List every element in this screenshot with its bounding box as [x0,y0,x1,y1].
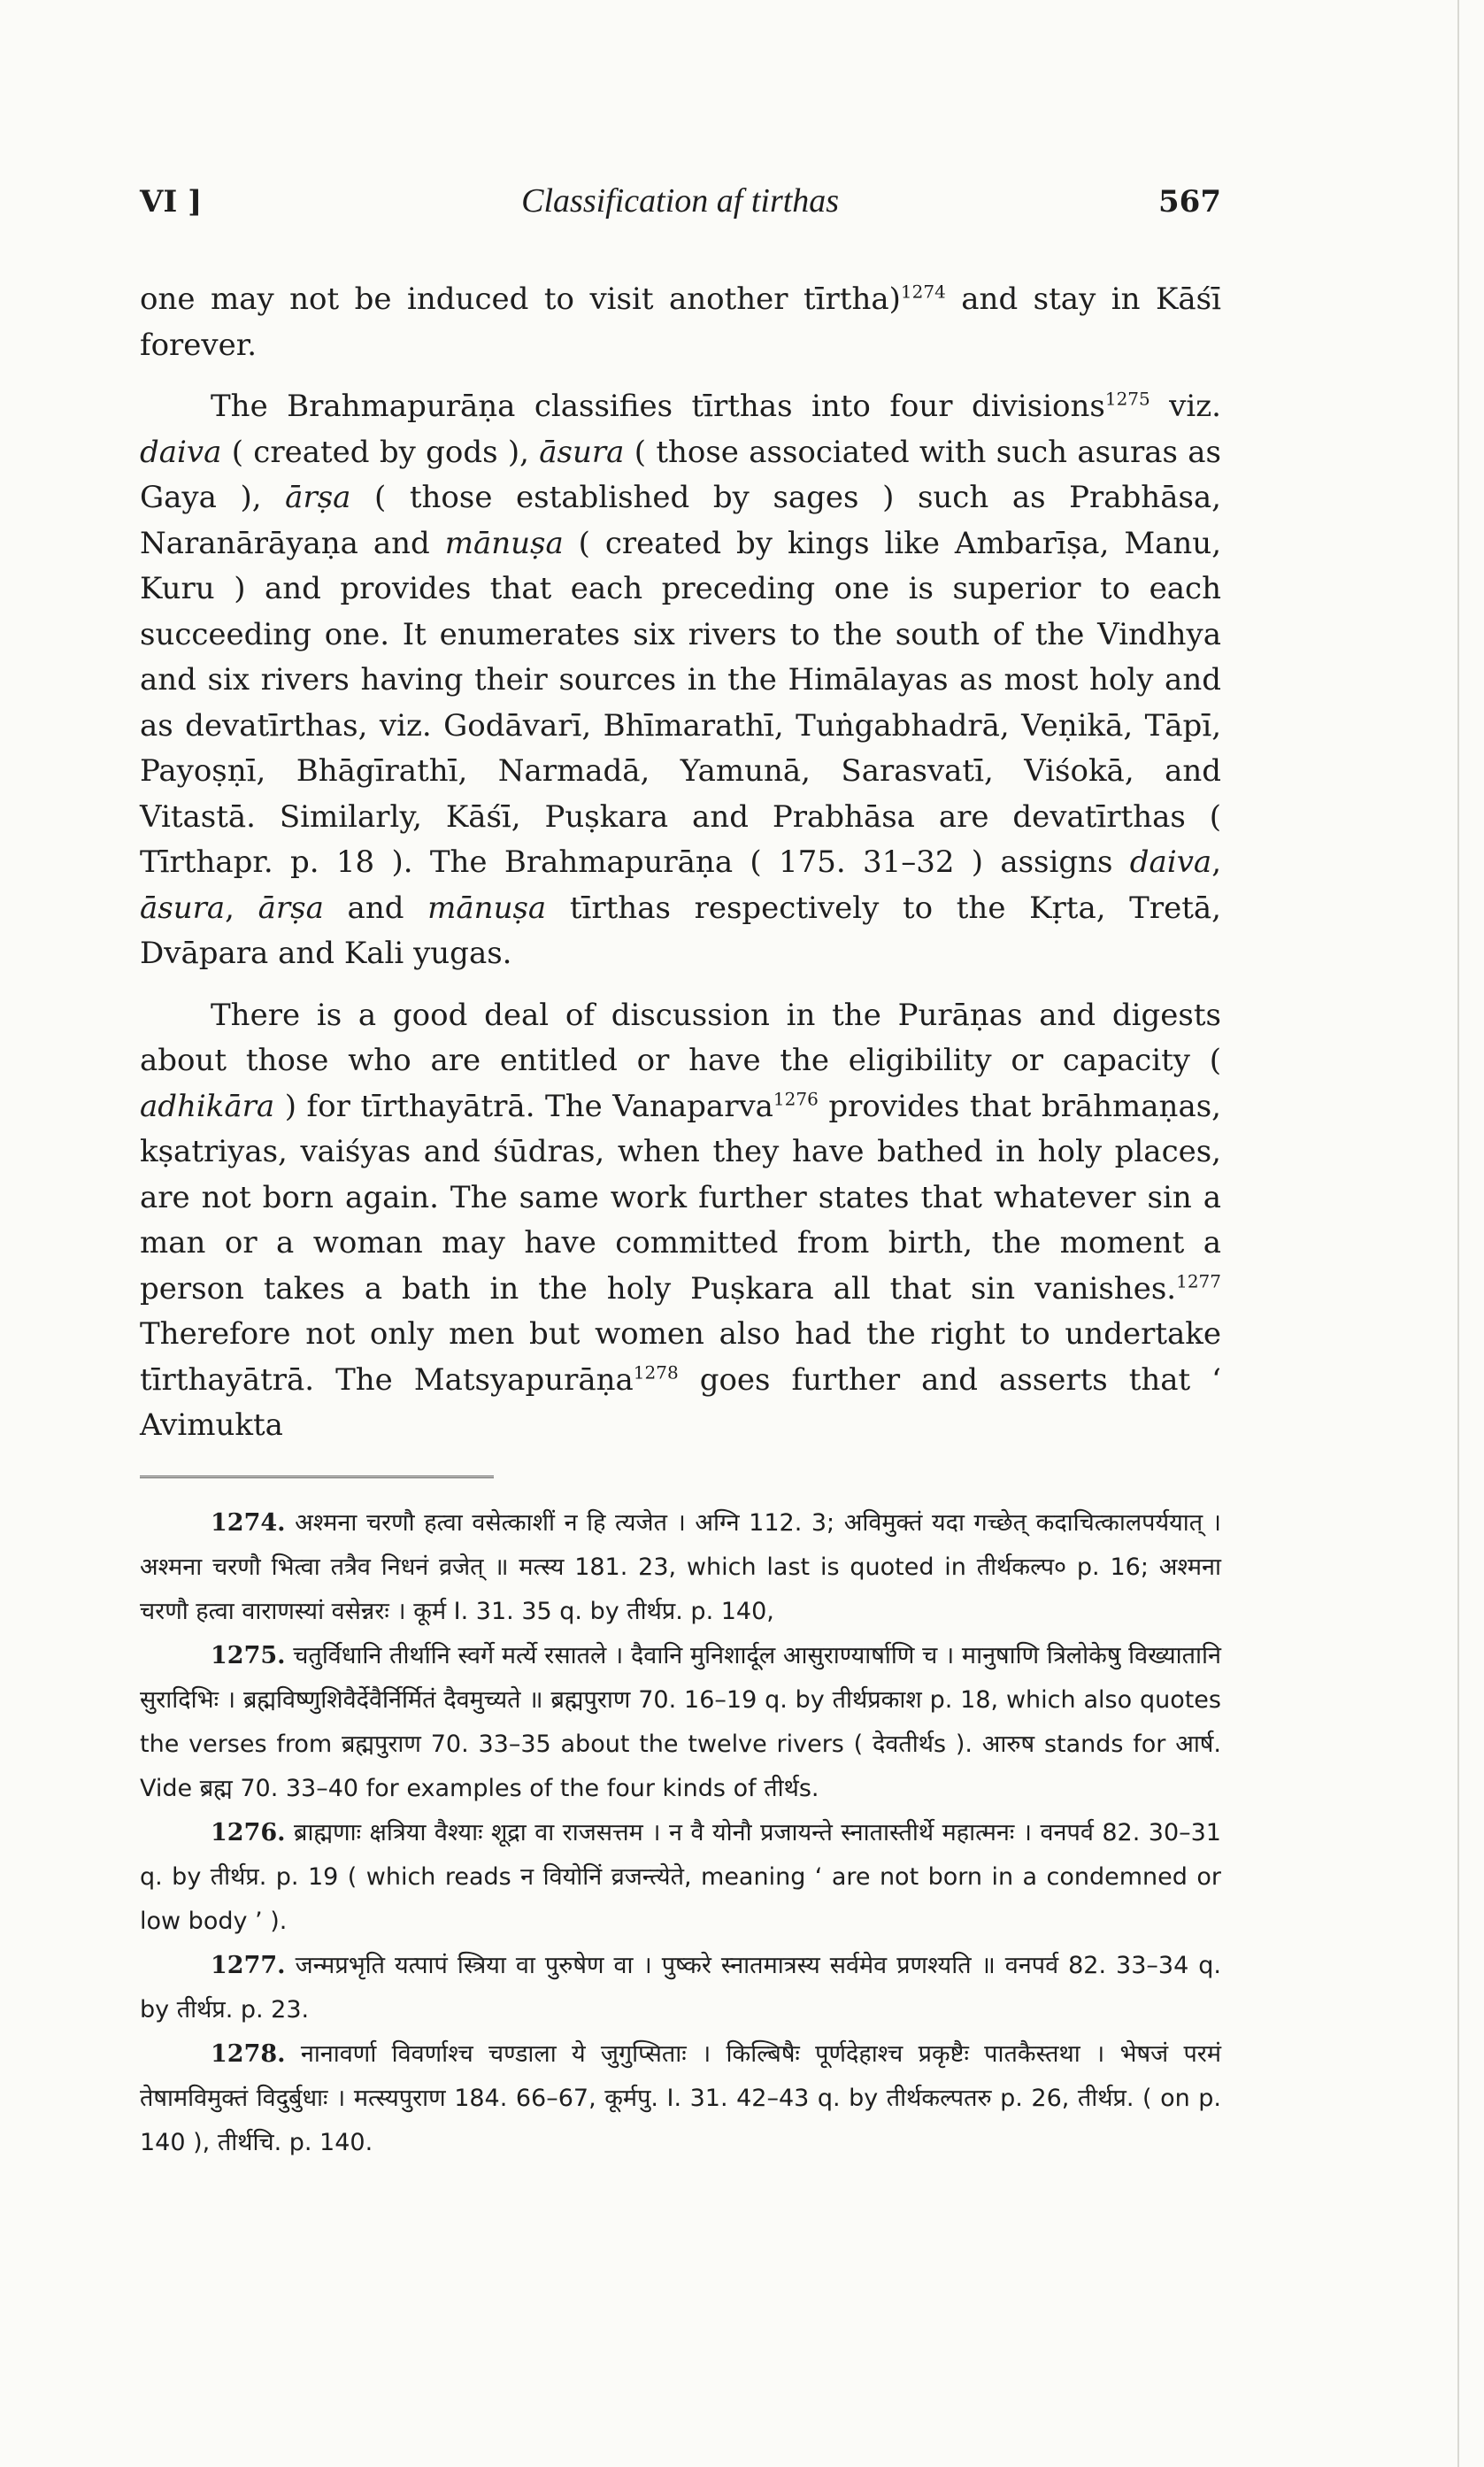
running-title: Classification af tirthas [521,182,840,220]
footnote-1275: 1275. चतुर्विधानि तीर्थानि स्वर्गे मर्त्ये रसातले । दैवानि मुनिशार्दूल आसुराण्यार्षाणि च । मानुषाणि त्रिलोकेषु विख्यातानि सुरादिभिः । ब्रह्मविष्णुशिवैर्देवैर्निर्मितं दैवमुच्यते ॥ ब्रह्मपुराण 70. 16–19 q. by तीर्थप्रकाश p. 18, which also quotes the verses from ब्रह्मपुराण 70. 33–35 about the twelve rivers ( देवतीर्थs ). आरुष stands for आर्ष. Vide ब्रह्म 70. 33–40 for examples of the four kinds of तीर्थs. [140,1641,1221,1802]
footnote-ref-1275[interactable]: 1275 [1104,388,1150,410]
chapter-marker: VI ] [140,184,203,220]
footnote-divider [140,1476,494,1478]
main-text [140,277,1221,1449]
footnote-1274: 1274. अश्मना चरणौ हत्वा वसेत्काशीं न हि त्यजेत । अग्नि 112. 3; अविमुक्तं यदा गच्छेत् कदाचित्कालपर्ययात् । अश्मना चरणौ भित्वा तत्रैव निधनं व्रजेत् ॥ मत्स्य 181. 23, which last is quoted in तीर्थकल्प० p. 16; अश्मना चरणौ हत्वा वाराणस्यां वसेन्नरः । कूर्म I. 31. 35 q. by तीर्थप्र. p. 140, [140,1508,1221,1625]
running-header [140,181,1221,220]
footnote-1277: 1277. जन्मप्रभृति यत्पापं स्त्रिया वा पुरुषेण वा । पुष्करे स्नातमात्रस्य सर्वमेव प्रणश्यति ॥ वनपर्व 82. 33–34 q. by तीर्थप्र. p. 23. [140,1951,1221,2024]
paragraph-2: The Brahmapurāṇa classifies tīrthas into four divisions$^{1275}$ viz. daiva ( created by gods ), āsura ( those associated with such asuras as Gaya ), ārṣa ( those established by sages ) such as Prabhāsa, Naranārāyaṇa and mānuṣa ( created by kings like Ambarīṣa, Manu, Kuru ) and provides that each preceding one is superior to each succeeding one. It enumerates six rivers to the south of the Vindhya and six rivers having their sources in the Himālayas as most holy and as devatīrthas, viz. Godāvarī, Bhīmarathī, Tuṅgabhadrā, Veṇikā, Tāpī, Payoṣṇī, Bhāgīrathī, Narmadā, Yamunā, Sarasvatī, Viśokā, and Vitastā. Similarly, Kāśī, Puṣkara and Prabhāsa are devatīrthas ( Tīrthapr. p. 18 ). The Brahmapurāṇa ( 175. 31–32 ) assigns daiva, āsura, ārṣa and mānuṣa tīrthas respectively to the Kṛta, Tretā, Dvāpara and Kali yugas. [140,388,1221,971]
page-number: 567 [1158,184,1221,220]
footnote-ref-1277[interactable]: 1277 [1176,1270,1221,1292]
paragraph-3: There is a good deal of discussion in the Purāṇas and digests about those who are entitled or have the eligibility or capacity ( adhikāra ) for tīrthayātrā. The Vanaparva$^{1276}$ provides that brāhmaṇas, kṣatriyas, vaiśyas and śūdras, when they have bathed in holy places, are not born again. The same work further states that whatever sin a man or a woman may have committed from birth, the moment a person takes a bath in the holy Puṣkara all that sin vanishes.$^{1277}$ Therefore not only men but women also had the right to undertake tīrthayātrā. The Matsyapurāṇa$^{1278}$ goes further and asserts that ‘ Avimukta [140,997,1221,1443]
footnote-1276: 1276. ब्राह्मणाः क्षत्रिया वैश्याः शूद्रा वा राजसत्तम । न वै योनौ प्रजायन्ते स्नातास्तीर्थे महात्मनः । वनपर्व 82. 30–31 q. by तीर्थप्र. p. 19 ( which reads न वियोनिं व्रजन्त्येते, meaning ‘ are not born in a condemned or low body ’ ). [140,1818,1221,1935]
page-edge [1457,0,1459,2467]
footnote-ref-1274[interactable]: 1274 [900,281,946,303]
paragraph-1: one may not be induced to visit another tīrtha)$^{1274}$ and stay in Kāśī forever. [140,281,1221,363]
book-page [140,181,1221,2165]
footnote-1278: 1278. नानावर्णा विवर्णाश्च चण्डाला ये जुगुप्सिताः । किल्बिषैः पूर्णदेहाश्च प्रकृष्टैः पातकैस्तथा । भेषजं परमं तेषामविमुक्तं विदुर्बुधाः । मत्स्यपुराण 184. 66–67, कूर्मपु. I. 31. 42–43 q. by तीर्थकल्पतरु p. 26, तीर्थप्र. ( on p. 140 ), तीर्थचि. p. 140. [140,2039,1221,2156]
footnotes [140,1501,1221,2165]
footnote-ref-1276[interactable]: 1276 [773,1088,819,1110]
footnote-ref-1278[interactable]: 1278 [633,1361,679,1384]
